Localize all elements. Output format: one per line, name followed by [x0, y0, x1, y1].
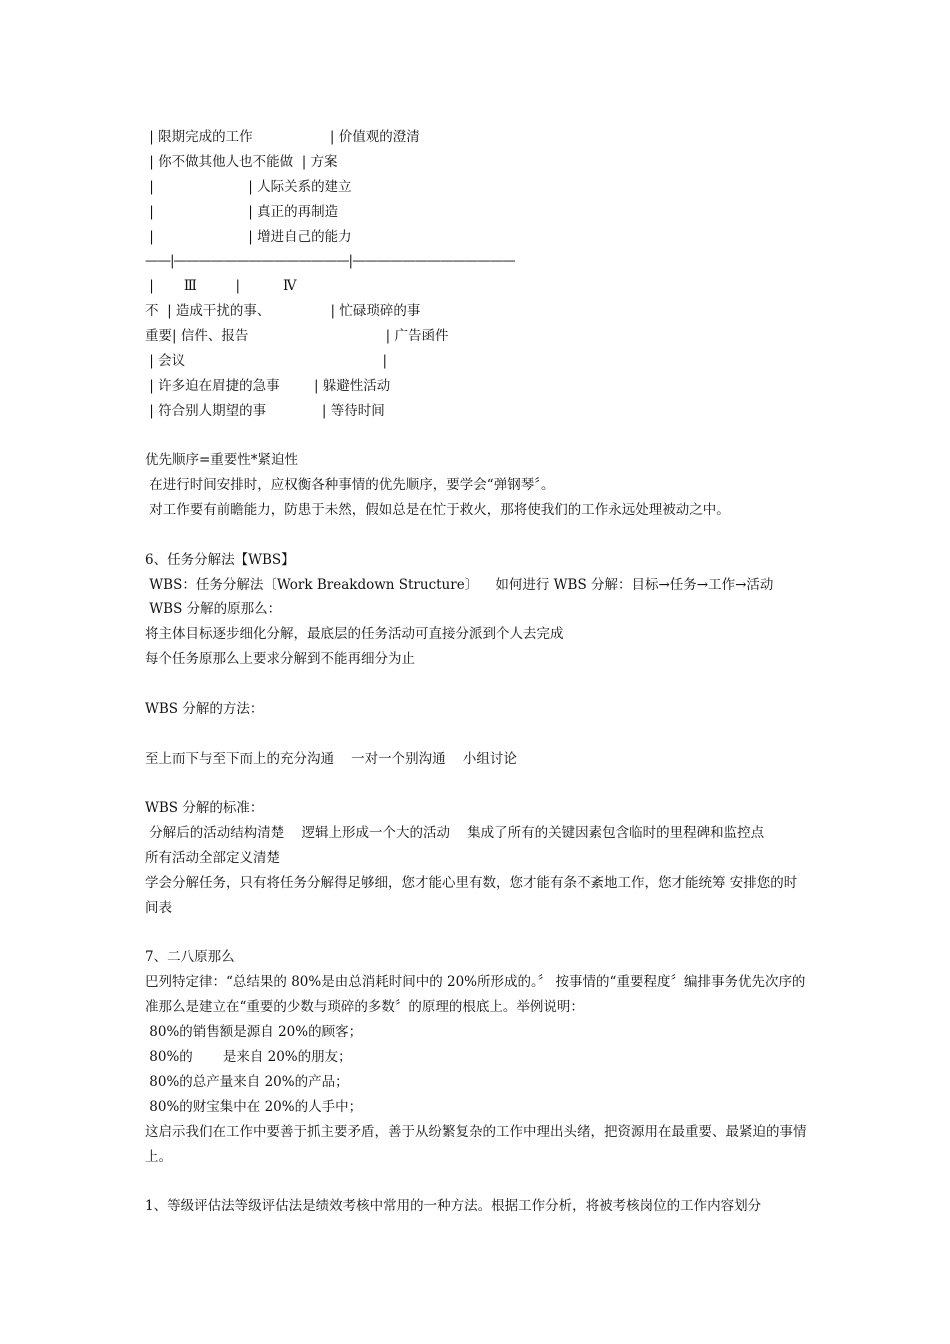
- list-item: 80%的财宝集中在 20%的人手中；: [145, 1099, 363, 1115]
- paragraph: 分解后的活动结构清楚 逻辑上形成一个大的活动 集成了所有的关键因素包含临时的里程碑和监控点: [145, 825, 765, 841]
- list-item: 80%的销售额是源自 20%的顾客；: [145, 1024, 363, 1040]
- matrix-row: | 会议 |: [145, 353, 388, 369]
- paragraph: 1、等级评估法等级评估法是绩效考核中常用的一种方法。根据工作分析，将被考核岗位的工作内容划分: [145, 1198, 762, 1214]
- paragraph: 将主体目标逐步细化分解，最底层的任务活动可直接分派到个人去完成: [145, 626, 564, 642]
- matrix-row: | 符合别人期望的事 | 等待时间: [145, 403, 385, 419]
- matrix-row: | 你不做其他人也不能做 | 方案: [145, 154, 338, 170]
- paragraph: 所有活动全部定义清楚: [145, 850, 280, 866]
- priority-formula: 优先顺序=重要性*紧迫性: [145, 452, 299, 468]
- list-item: 80%的 是来自 20%的朋友；: [145, 1049, 352, 1065]
- matrix-divider: ——|——————————————|—————————————: [145, 253, 515, 269]
- subheading: WBS 分解的标准：: [145, 800, 264, 816]
- matrix-row: | 许多迫在眉捷的急事 | 躲避性活动: [145, 378, 391, 394]
- paragraph: 在进行时间安排时，应权衡各种事情的优先顺序，要学会“弹钢琴〞。: [145, 477, 555, 493]
- matrix-row: | | 真正的再制造: [145, 204, 339, 220]
- section-heading: 7、二八原那么: [145, 949, 235, 965]
- matrix-quadrant-labels: | Ⅲ | Ⅳ: [145, 278, 297, 294]
- paragraph: 对工作要有前瞻能力，防患于未然，假如总是在忙于救火，那将使我们的工作永远处理被动之中。: [145, 502, 730, 518]
- matrix-row: 重要| 信件、报告 | 广告函件: [145, 328, 449, 344]
- paragraph: 每个任务原那么上要求分解到不能再细分为止: [145, 651, 415, 667]
- subheading: WBS 分解的方法：: [145, 701, 264, 717]
- matrix-row: | | 增进自己的能力: [145, 229, 352, 245]
- matrix-row: | 限期完成的工作 | 价值观的澄清: [145, 129, 420, 145]
- paragraph: WBS：任务分解法〔Work Breakdown Structure〕 如何进行 WBS 分解：目标→任务→工作→活动: [145, 577, 774, 593]
- matrix-row: | | 人际关系的建立: [145, 179, 352, 195]
- list-item: 80%的总产量来自 20%的产品；: [145, 1074, 349, 1090]
- paragraph: 学会分解任务，只有将任务分解得足够细，您才能心里有数，您才能有条不紊地工作，您才能统筹 安排您的时间表: [145, 875, 798, 916]
- paragraph: 这启示我们在工作中要善于抓主要矛盾，善于从纷繁复杂的工作中理出头绪，把资源用在最重要、最紧迫的事情上。: [145, 1124, 807, 1165]
- subheading: WBS 分解的原那么：: [145, 601, 282, 617]
- paragraph: 至上而下与至下而上的充分沟通 一对一个别沟通 小组讨论: [145, 751, 517, 767]
- paragraph: 巴列特定律：“总结果的 80%是由总消耗时间中的 20%所形成的。〞 按事情的“重要程度〞编排事务优先次序的准那么是建立在“重要的少数与琐碎的多数〞的原理的根底上。举例说明：: [145, 974, 806, 1015]
- matrix-row: 不 | 造成干扰的事、 | 忙碌琐碎的事: [145, 303, 421, 319]
- section-heading: 6、任务分解法【WBS】: [145, 552, 295, 568]
